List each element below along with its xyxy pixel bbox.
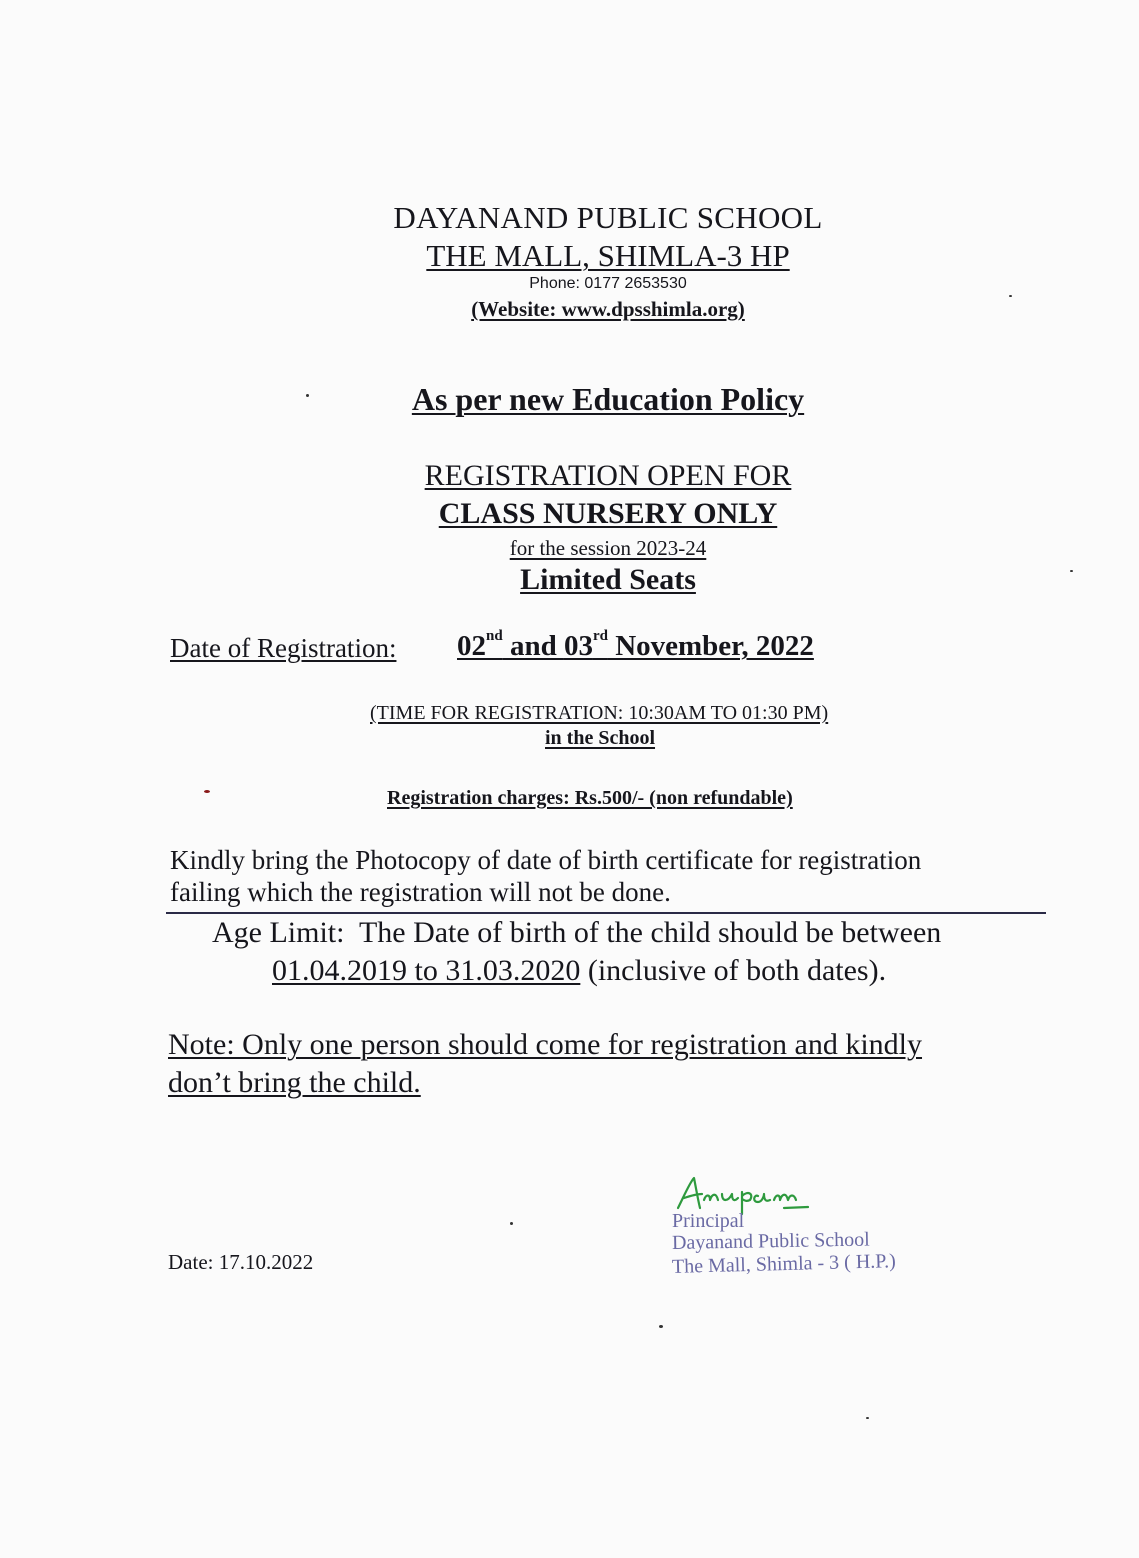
registration-time: (TIME FOR REGISTRATION: 10:30AM TO 01:30 PM)	[370, 702, 829, 724]
notice-date: Date: 17.10.2022	[168, 1250, 314, 1274]
date-day2: 03	[563, 630, 593, 662]
age-limit-line-1: Age Limit: The Date of birth of the child should be between	[212, 916, 942, 949]
school-phone: Phone: 0177 2653530	[529, 275, 687, 292]
age-limit-suffix: (inclusive of both dates).	[580, 954, 887, 987]
signatory-school: Dayanand Public School	[671, 1228, 870, 1254]
policy-heading	[0, 381, 1139, 418]
registration-charges: Registration charges: Rs.500/- (non refundable)	[387, 787, 793, 809]
scan-speck	[1070, 570, 1073, 572]
class-heading	[0, 497, 1139, 531]
signatory-title: Principal	[672, 1210, 745, 1232]
date-day1: 02	[457, 630, 486, 662]
date-and: and	[502, 630, 564, 662]
school-address-text: THE MALL, SHIMLA-3 HP	[426, 238, 790, 273]
school-website-text: (Website: www.dpsshimla.org)	[471, 297, 745, 321]
registration-date-label: Date of Registration:	[170, 633, 397, 663]
school-website	[0, 297, 1139, 322]
signatory-address: The Mall, Shimla - 3 ( H.P.)	[671, 1250, 897, 1278]
scan-speck	[306, 394, 309, 397]
registration-open-text: REGISTRATION OPEN FOR	[424, 459, 792, 492]
class-heading-text: CLASS NURSERY ONLY	[438, 497, 778, 530]
session-text-value: for the session 2023-24	[509, 536, 707, 560]
scan-speck	[510, 1222, 513, 1225]
divider	[166, 912, 1046, 914]
scan-speck	[866, 1417, 869, 1419]
instruction-line-1: Kindly bring the Photocopy of date of birth certificate for registration	[170, 845, 922, 875]
registration-date-value	[457, 630, 814, 663]
age-limit-dates: 01.04.2019 to 31.03.2020	[272, 954, 581, 987]
date-rest: November, 2022	[607, 630, 814, 662]
instruction-line-2: failing which the registration will not be done.	[170, 877, 671, 907]
session-text	[0, 536, 1139, 561]
date-day2-suffix: rd	[592, 628, 608, 645]
policy-heading-text: As per new Education Policy	[411, 381, 805, 417]
school-address	[0, 238, 1139, 274]
note-line-1: Note: Only one person should come for registration and kindly	[168, 1028, 923, 1061]
scan-speck	[1009, 295, 1012, 297]
scan-speck	[659, 1325, 663, 1328]
scan-speck	[204, 790, 210, 793]
limited-seats	[0, 563, 1139, 597]
registration-place: in the School	[545, 727, 656, 749]
note-line-2: don’t bring the child.	[168, 1066, 421, 1099]
date-day1-suffix: nd	[486, 628, 503, 645]
limited-seats-text: Limited Seats	[520, 563, 696, 596]
registration-open-heading	[0, 459, 1139, 493]
school-name: DAYANAND PUBLIC SCHOOL	[393, 200, 823, 235]
age-limit-line-2	[272, 954, 886, 988]
